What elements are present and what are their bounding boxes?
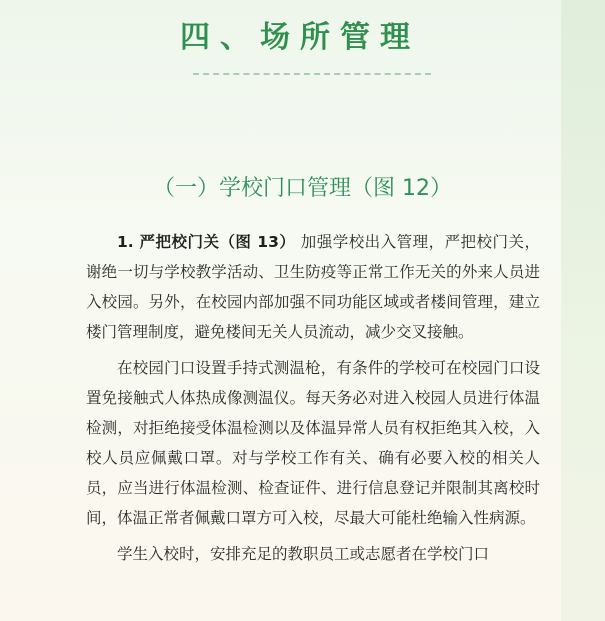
body-text (86, 227, 540, 575)
paragraph-3-text: 学生入校时，安排充足的教职员工或志愿者在学校门口 (117, 545, 490, 563)
title-divider (193, 73, 431, 75)
paragraph-2-text: 在校园门口设置手持式测温枪，有条件的学校可在校园门口设置免接触式人体热成像测温仪。每天务必对进入校园人员进行体温检测，对拒绝接受体温检测以及体温异常人员有权拒绝其入校，入校人员应佩戴口罩。对与学校工作有关、确有必要入校的相关人员，应当进行体温检测、检查证件、进行信息登记并限制其离校时间，体温正常者佩戴口罩方可入校，尽最大可能杜绝输入性病源。 (86, 359, 540, 527)
paragraph-3 (86, 539, 540, 569)
section-title: 四、场所管理 (180, 20, 420, 55)
paragraph-2 (86, 353, 540, 533)
paragraph-1-lead: 1. 严把校门关（图 13） (117, 233, 296, 251)
page-margin-strip (561, 0, 605, 621)
paragraph-1-text: 加强学校出入管理，严把校门关，谢绝一切与学校教学活动、卫生防疫等正常工作无关的外来人员进入校园。另外，在校园内部加强不同功能区域或者楼间管理，建立楼门管理制度，避免楼间无关人员流动，减少交叉接触。 (86, 233, 540, 341)
subsection-title: （一）学校门口管理（图 12） (153, 176, 452, 201)
paragraph-1 (86, 227, 540, 347)
